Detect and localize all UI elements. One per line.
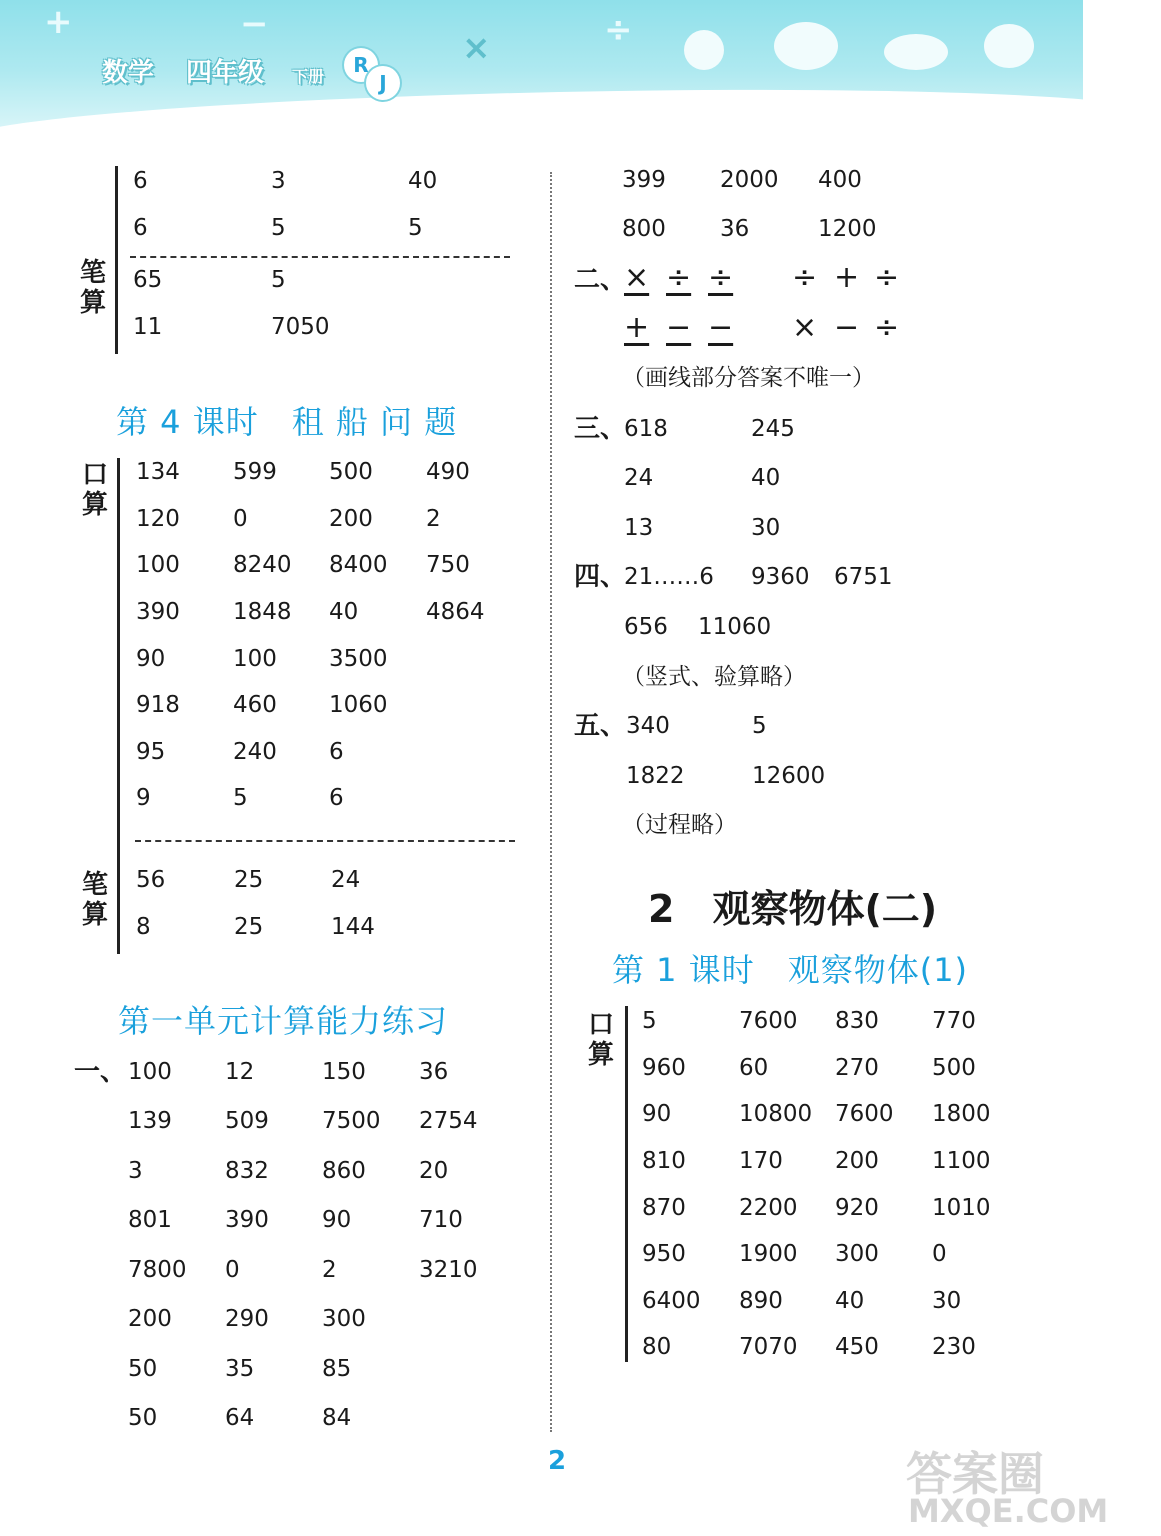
page-header-banner [0, 0, 1083, 128]
answer-value: 656 [624, 614, 668, 640]
header-grade: 四年级 [186, 58, 265, 88]
answer-value: 750 [426, 552, 470, 578]
answer-value: 918 [136, 692, 180, 718]
divide-decor-icon: ÷ [604, 10, 633, 50]
answer-value: 500 [329, 459, 373, 485]
answer-value: 11060 [698, 614, 772, 640]
answer-value: 85 [322, 1356, 352, 1382]
note-text: （画线部分答案不唯一） [622, 365, 875, 391]
answer-value: 240 [233, 739, 277, 765]
answer-value: 65 [133, 267, 163, 293]
dashed-separator [135, 840, 515, 842]
answer-value: 0 [932, 1241, 947, 1267]
answer-value: 30 [751, 515, 781, 541]
answer-value: 11 [133, 314, 163, 340]
section-label: 三、 [574, 414, 627, 444]
cloud-decor-icon [774, 22, 838, 70]
operator-symbol: ÷ [874, 310, 900, 345]
answer-value: 60 [739, 1055, 769, 1081]
answer-value: 860 [322, 1158, 366, 1184]
answer-value: 139 [128, 1108, 172, 1134]
lesson-heading: 第 4 课时 租 船 问 题 [116, 403, 458, 441]
answer-value: 25 [234, 914, 264, 940]
answer-value: 134 [136, 459, 180, 485]
answer-value: 20 [419, 1158, 449, 1184]
written-calc-label: 笔算 [79, 258, 106, 318]
answer-value: 0 [233, 506, 248, 532]
answer-value: 8400 [329, 552, 388, 578]
answer-value: 245 [751, 416, 795, 442]
answer-value: 6 [133, 215, 148, 241]
answer-value: 7050 [271, 314, 330, 340]
oral-calc-label: 口算 [587, 1010, 614, 1070]
operator-symbol: + [834, 260, 860, 295]
answer-value: 0 [225, 1257, 240, 1283]
answer-value: 230 [932, 1334, 976, 1360]
answer-value: 1800 [932, 1101, 991, 1127]
answer-value: 3500 [329, 646, 388, 672]
answer-value: 12 [225, 1059, 255, 1085]
note-text: （竖式、验算略） [622, 664, 806, 690]
section-label: 四、 [574, 562, 627, 592]
bracket-line [117, 458, 120, 954]
answer-value: 1822 [626, 763, 685, 789]
answer-value: 300 [835, 1241, 879, 1267]
answer-value: 100 [128, 1059, 172, 1085]
answer-value: 920 [835, 1195, 879, 1221]
answer-value: 800 [622, 216, 666, 242]
answer-value: 95 [136, 739, 166, 765]
answer-value: 7800 [128, 1257, 187, 1283]
unit-title: 2 观察物体(二) [648, 887, 938, 931]
answer-value: 9360 [751, 564, 810, 590]
answer-value: 12600 [752, 763, 826, 789]
answer-value: 1100 [932, 1148, 991, 1174]
answer-value: 290 [225, 1306, 269, 1332]
answer-value: 200 [329, 506, 373, 532]
dashed-separator [130, 256, 510, 258]
answer-value: 500 [932, 1055, 976, 1081]
bracket-line [625, 1006, 628, 1362]
answer-value: 4864 [426, 599, 485, 625]
operator-symbol: × [624, 260, 650, 295]
answer-value: 170 [739, 1148, 783, 1174]
times-decor-icon: × [462, 28, 491, 68]
answer-value: 2 [322, 1257, 337, 1283]
answer-value: 24 [624, 465, 654, 491]
answer-value: 3210 [419, 1257, 478, 1283]
operator-symbol: ÷ [792, 260, 818, 295]
answer-value: 870 [642, 1195, 686, 1221]
answer-value: 200 [128, 1306, 172, 1332]
answer-value: 90 [642, 1101, 672, 1127]
answer-value: 490 [426, 459, 470, 485]
answer-value: 10800 [739, 1101, 813, 1127]
answer-value: 200 [835, 1148, 879, 1174]
answer-value: 40 [751, 465, 781, 491]
operator-symbol: + [624, 310, 650, 345]
answer-value: 270 [835, 1055, 879, 1081]
cloud-decor-icon [884, 34, 948, 70]
plus-decor-icon: + [44, 2, 73, 42]
answer-value: 40 [408, 168, 438, 194]
answer-value: 5 [752, 713, 767, 739]
section-label: 五、 [574, 711, 627, 741]
badge-j-icon: J [366, 66, 400, 100]
answer-value: 2000 [720, 167, 779, 193]
answer-value: 50 [128, 1405, 158, 1431]
answer-value: 400 [818, 167, 862, 193]
answer-value: 710 [419, 1207, 463, 1233]
answer-value: 7600 [835, 1101, 894, 1127]
bracket-line [115, 166, 118, 354]
answer-value: 90 [136, 646, 166, 672]
unit-practice-heading: 第一单元计算能力练习 [118, 1002, 449, 1040]
answer-value: 2200 [739, 1195, 798, 1221]
answer-value: 2 [426, 506, 441, 532]
answer-value: 120 [136, 506, 180, 532]
answer-value: 9 [136, 785, 151, 811]
answer-value: 80 [642, 1334, 672, 1360]
answer-value: 1848 [233, 599, 292, 625]
answer-value: 100 [233, 646, 277, 672]
answer-value: 150 [322, 1059, 366, 1085]
answer-value: 810 [642, 1148, 686, 1174]
operator-symbol: − [666, 310, 692, 345]
operator-symbol: − [708, 310, 734, 345]
answer-value: 6400 [642, 1288, 701, 1314]
answer-value: 340 [626, 713, 670, 739]
answer-value: 3 [128, 1158, 143, 1184]
operator-symbol: − [834, 310, 860, 345]
page-number: 2 [548, 1446, 567, 1476]
oral-calc-label: 口算 [81, 460, 108, 520]
minus-decor-icon: − [240, 4, 269, 44]
answer-value: 90 [322, 1207, 352, 1233]
operator-symbol: × [792, 310, 818, 345]
answer-value: 618 [624, 416, 668, 442]
answer-value: 399 [622, 167, 666, 193]
answer-value: 390 [225, 1207, 269, 1233]
answer-value: 1900 [739, 1241, 798, 1267]
answer-value: 6 [329, 739, 344, 765]
answer-value: 890 [739, 1288, 783, 1314]
answer-value: 8 [136, 914, 151, 940]
answer-value: 6 [133, 168, 148, 194]
cloud-decor-icon [984, 24, 1034, 68]
section-label: 二、 [574, 265, 627, 295]
answer-value: 460 [233, 692, 277, 718]
answer-value: 144 [331, 914, 375, 940]
answer-value: 2754 [419, 1108, 478, 1134]
answer-value: 1010 [932, 1195, 991, 1221]
answer-value: 830 [835, 1008, 879, 1034]
answer-value: 832 [225, 1158, 269, 1184]
answer-value: 40 [835, 1288, 865, 1314]
answer-value: 5 [642, 1008, 657, 1034]
answer-value: 6 [329, 785, 344, 811]
answer-value: 40 [329, 599, 359, 625]
cloud-decor-icon [684, 30, 724, 70]
answer-value: 599 [233, 459, 277, 485]
answer-value: 7070 [739, 1334, 798, 1360]
answer-value: 6751 [834, 564, 893, 590]
watermark-logo: 答案圈 [906, 1447, 1044, 1501]
header-volume: 下册 [292, 67, 325, 86]
answer-value: 960 [642, 1055, 686, 1081]
answer-value: 30 [932, 1288, 962, 1314]
answer-value: 7500 [322, 1108, 381, 1134]
answer-value: 5 [233, 785, 248, 811]
answer-value: 950 [642, 1241, 686, 1267]
note-text: （过程略） [622, 812, 737, 838]
watermark-url: MXQE.COM [908, 1492, 1109, 1530]
column-divider [550, 172, 552, 1432]
operator-symbol: ÷ [666, 260, 692, 295]
answer-value: 36 [720, 216, 750, 242]
answer-value: 35 [225, 1356, 255, 1382]
lesson-heading: 第 1 课时 观察物体(1) [612, 951, 969, 989]
answer-value: 56 [136, 867, 166, 893]
answer-value: 8240 [233, 552, 292, 578]
answer-value: 84 [322, 1405, 352, 1431]
answer-value: 24 [331, 867, 361, 893]
answer-value: 50 [128, 1356, 158, 1382]
answer-value: 1200 [818, 216, 877, 242]
answer-value: 100 [136, 552, 180, 578]
answer-value: 390 [136, 599, 180, 625]
answer-value: 509 [225, 1108, 269, 1134]
answer-value: 25 [234, 867, 264, 893]
answer-value: 5 [271, 215, 286, 241]
answer-value: 770 [932, 1008, 976, 1034]
header-subject: 数学 [102, 58, 155, 88]
operator-symbol: ÷ [708, 260, 734, 295]
written-calc-label: 笔算 [81, 870, 108, 930]
answer-value: 36 [419, 1059, 449, 1085]
answer-value: 801 [128, 1207, 172, 1233]
operator-symbol: ÷ [874, 260, 900, 295]
answer-value: 21……6 [624, 564, 714, 590]
section-label: 一、 [74, 1057, 127, 1087]
answer-value: 5 [271, 267, 286, 293]
answer-value: 64 [225, 1405, 255, 1431]
answer-value: 300 [322, 1306, 366, 1332]
answer-value: 7600 [739, 1008, 798, 1034]
answer-value: 5 [408, 215, 423, 241]
answer-value: 450 [835, 1334, 879, 1360]
answer-value: 3 [271, 168, 286, 194]
answer-value: 1060 [329, 692, 388, 718]
answer-value: 13 [624, 515, 654, 541]
badge-r-icon: R [344, 48, 378, 82]
header-curve [0, 79, 1161, 224]
